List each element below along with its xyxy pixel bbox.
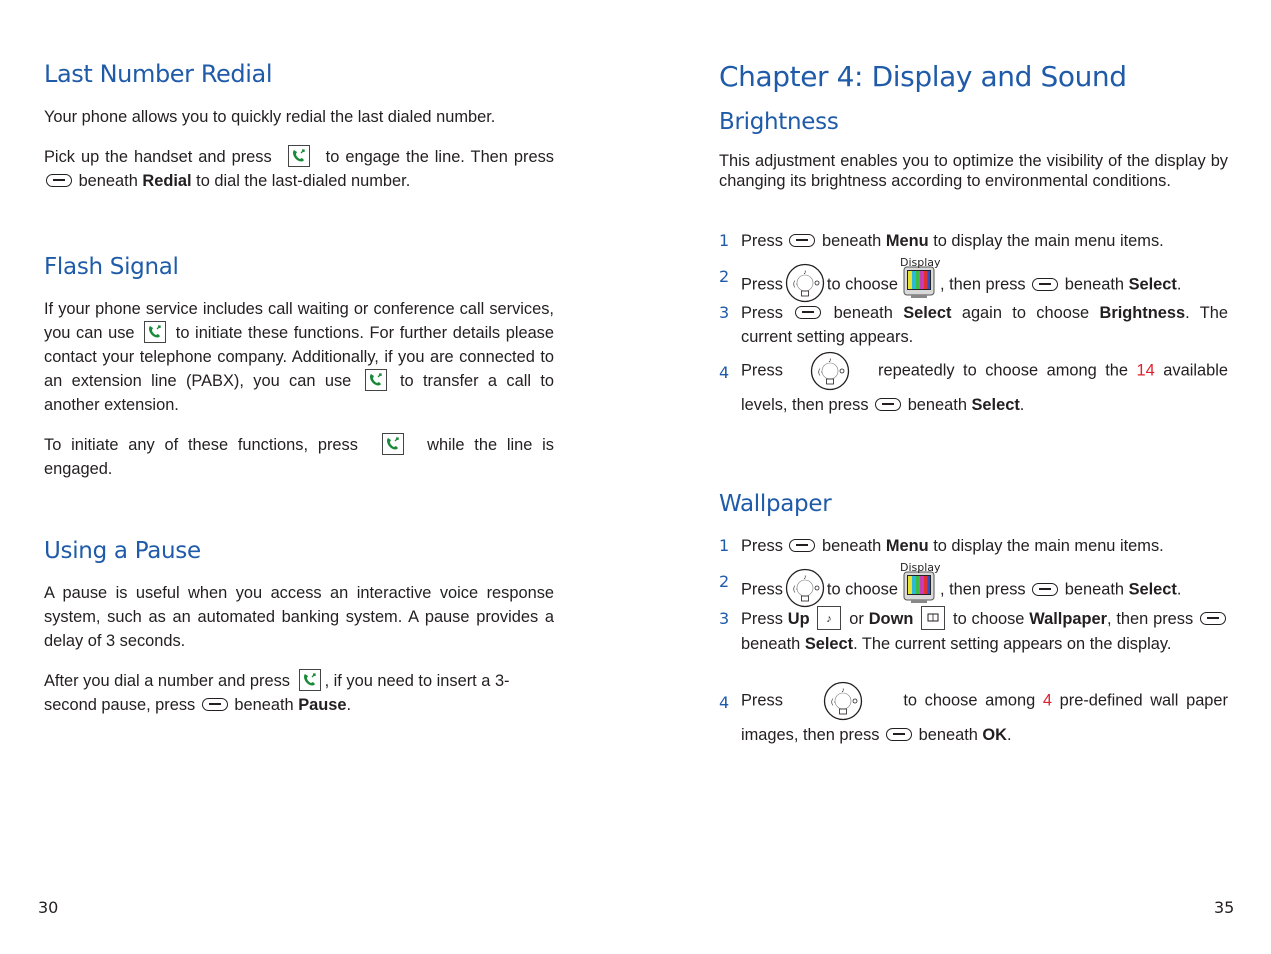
softkey-icon [875,398,901,411]
softkey-icon [795,306,821,319]
svg-text:♪: ♪ [803,574,807,581]
nav-key-icon [810,351,850,391]
chapter-title: Chapter 4: Display and Sound [719,60,1127,93]
softkey-icon [886,728,912,741]
brightness-step-4: 4 Press ♪ (· repeatedly to choose among the 14 available levels, then press beneath Select. [719,351,1228,419]
softkey-icon [789,539,815,552]
softkey-icon [1032,583,1058,596]
softkey-icon [202,698,228,711]
call-key-icon [365,369,387,391]
softkey-icon [1200,612,1226,625]
nav-key-icon [785,568,825,608]
call-key-icon [382,433,404,455]
down-key-icon [921,606,945,630]
up-key-icon [817,606,841,630]
display-menu-icon: Display [902,263,936,299]
pause-heading: Using a Pause [44,538,201,564]
svg-text:(·: (· [792,586,798,593]
redial-intro: Your phone allows you to quickly redial the last dialed number. [44,108,496,126]
pause-paragraph-2: After you dial a number and press , if you need to insert a 3-second pause, press beneath Pause. [44,669,554,717]
left-page-number: 30 [38,898,59,917]
nav-key-icon [823,681,863,721]
brightness-heading: Brightness [719,109,839,135]
redial-heading: Last Number Redial [44,60,273,88]
brightness-step-2: 2 Press ♪ (· to choose Display , then press beneath Select. [719,265,1228,305]
brightness-step-3: 3 Press beneath Select again to choose Brightness. The current setting appears. [719,303,1228,346]
wallpaper-step-1: 1 Press beneath Menu to display the main menu items. [719,536,1164,555]
softkey-icon [46,174,72,187]
svg-text:♪: ♪ [803,269,807,276]
svg-text:♪: ♪ [828,357,833,364]
call-key-icon [288,145,310,167]
flash-heading: Flash Signal [44,254,179,280]
call-key-icon [144,321,166,343]
wallpaper-step-3: 3 Press Up ♪ or Down to choose Wallpaper, then press beneath Select. The current setting appears on the display. [719,607,1228,656]
svg-text:(·: (· [818,369,824,376]
brightness-step-1: 1 Press beneath Menu to display the main menu items. [719,231,1164,250]
softkey-icon [1032,278,1058,291]
right-page-number: 35 [1214,898,1235,917]
nav-key-icon [785,263,825,303]
redial-instructions: Pick up the handset and press to engage the line. Then press beneath Redial to dial the last-dialed number. [44,145,554,193]
pause-paragraph-1: A pause is useful when you access an interactive voice response system, such as an automated banking system. A pause provides a delay of 3 seconds. [44,584,554,650]
svg-text:(·: (· [831,699,836,706]
svg-text:♪: ♪ [841,687,845,694]
flash-paragraph-1: If your phone service includes call waiting or conference call services, you can use to initiate these functions. For further details please contact your telephone company. Additionally, if you are connected to an extension line (PABX), you can use to transfer a call to another extension. [44,300,554,414]
svg-text:♪: ♪ [826,612,833,625]
wallpaper-step-2: 2 Press ♪ (· to choose Display , then press beneath Select. [719,570,1228,610]
display-menu-icon: Display [902,568,936,604]
softkey-icon [789,234,815,247]
flash-paragraph-2: To initiate any of these functions, press while the line is engaged. [44,433,554,481]
brightness-intro: This adjustment enables you to optimize the visibility of the display by changing its brightness according to environmental conditions. [719,152,1228,190]
wallpaper-step-4: 4 Press ♪ (· to choose among 4 pre-defined wall paper images, then press beneath OK. [719,681,1228,749]
call-key-icon [299,669,321,691]
wallpaper-heading: Wallpaper [719,491,832,517]
svg-text:(·: (· [792,281,798,288]
